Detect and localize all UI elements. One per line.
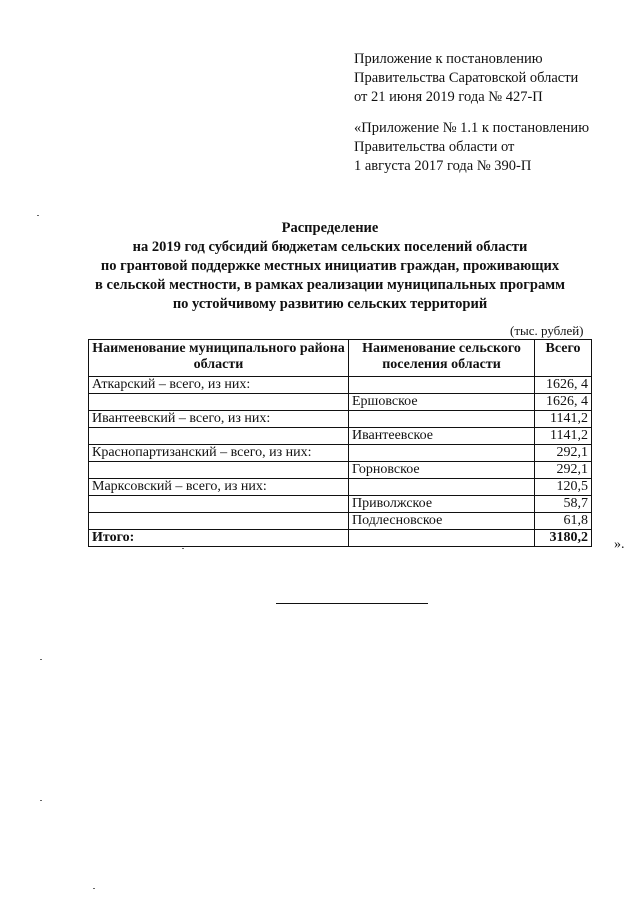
settlement-cell: Ершовское (349, 394, 535, 411)
table-row (89, 513, 592, 530)
previous-annex-line: «Приложение № 1.1 к постановлению (354, 120, 590, 136)
footer-divider (276, 603, 428, 604)
settlement-cell (349, 411, 535, 428)
title-line: по устойчивому развитию сельских территорий (172, 296, 488, 312)
district-cell: Краснопартизанский – всего, из них: (89, 445, 349, 462)
district-cell (89, 496, 349, 513)
table-row (89, 411, 592, 428)
table-row (89, 428, 592, 445)
table-row (89, 445, 592, 462)
table-header-row (89, 340, 592, 377)
district-cell: Аткарский – всего, из них: (89, 377, 349, 394)
amount-cell: 1141,2 (535, 428, 592, 445)
district-cell (89, 513, 349, 530)
district-cell (89, 428, 349, 445)
title-line: Распределение (281, 220, 379, 236)
settlement-cell (349, 479, 535, 496)
settlement-cell: Ивантеевское (349, 428, 535, 445)
header-total: Всего (535, 340, 592, 377)
amount-cell: 292,1 (535, 445, 592, 462)
annex-line: от 21 июня 2019 года № 427-П (354, 89, 543, 105)
previous-annex-line: Правительства области от (354, 139, 515, 155)
amount-cell: 61,8 (535, 513, 592, 530)
total-label: Итого: (89, 530, 349, 547)
district-cell: Марксовский – всего, из них: (89, 479, 349, 496)
district-cell (89, 462, 349, 479)
scan-speck (182, 548, 184, 549)
total-settlement-cell (349, 530, 535, 547)
settlement-cell: Приволжское (349, 496, 535, 513)
amount-cell: 120,5 (535, 479, 592, 496)
district-cell (89, 394, 349, 411)
closing-quote: ». (614, 537, 625, 552)
annex-line: Приложение к постановлению (354, 51, 543, 67)
annex-reference (354, 50, 634, 107)
distribution-table (88, 339, 592, 547)
settlement-cell: Подлесновское (349, 513, 535, 530)
scan-speck (40, 800, 42, 801)
district-cell: Ивантеевский – всего, из них: (89, 411, 349, 428)
settlement-cell (349, 445, 535, 462)
header-district: Наименование муниципального района области (89, 340, 349, 377)
previous-annex-line: 1 августа 2017 года № 390-П (354, 158, 532, 174)
title-line: в сельской местности, в рамках реализации муниципальных программ (95, 277, 565, 293)
title-line: по грантовой поддержке местных инициатив граждан, проживающих (100, 258, 560, 274)
total-amount: 3180,2 (535, 530, 592, 547)
previous-annex-reference (354, 119, 634, 176)
amount-cell: 292,1 (535, 462, 592, 479)
annex-line: Правительства Саратовской области (354, 70, 579, 86)
settlement-cell (349, 377, 535, 394)
amount-cell: 1141,2 (535, 411, 592, 428)
header-settlement: Наименование сельского поселения области (349, 340, 535, 377)
total-row (89, 530, 592, 547)
amount-cell: 1626, 4 (535, 394, 592, 411)
scan-speck (37, 215, 39, 216)
document-title (60, 219, 600, 314)
amount-cell: 58,7 (535, 496, 592, 513)
table-row (89, 462, 592, 479)
table-row (89, 394, 592, 411)
scan-speck (40, 659, 42, 660)
scan-speck (93, 888, 95, 889)
amount-cell: 1626, 4 (535, 377, 592, 394)
table-row (89, 479, 592, 496)
units-note: (тыс. рублей) (510, 323, 584, 338)
settlement-cell: Горновское (349, 462, 535, 479)
title-line: на 2019 год субсидий бюджетам сельских поселений области (132, 239, 528, 255)
table-row (89, 377, 592, 394)
table-row (89, 496, 592, 513)
